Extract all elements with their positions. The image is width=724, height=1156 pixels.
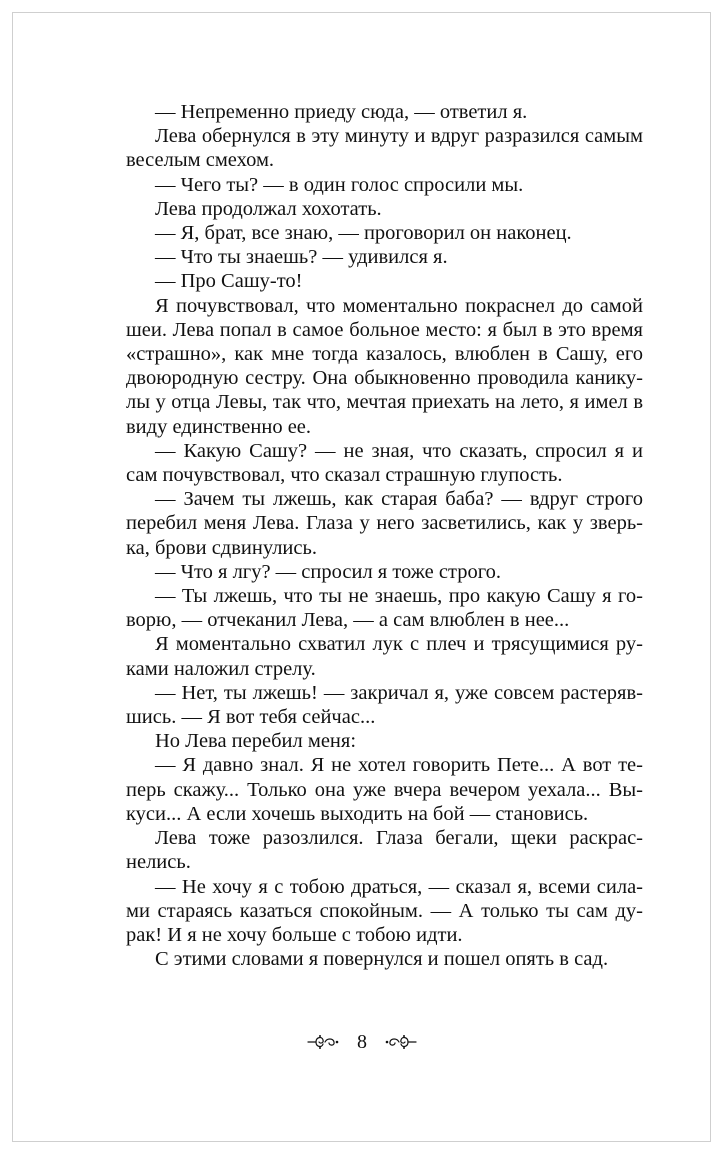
paragraph: — Какую Сашу? — не зная, что сказать, спросил я и сам почувствовал, что сказал страшную глупость. [126,439,643,487]
paragraph: Но Лева перебил меня: [155,730,357,753]
paragraph: — Чего ты? — в один голос спросили мы. [155,173,524,196]
paragraph: — Про Сашу-то! [155,270,303,293]
page-number: 8 [357,1031,367,1054]
paragraph: — Что ты знаешь? — удивился я. [155,246,448,269]
paragraph: — Я, брат, все знаю, — проговорил он наконец. [155,222,572,245]
paragraph: Я моментально схватил лук с плеч и трясущимися руками наложил стрелу. [126,633,643,680]
paragraph: С этими словами я повернулся и пошел опять в сад. [155,948,609,971]
paragraph: Лева обернулся в эту минуту и вдруг разразился самым веселым смехом. [126,125,643,172]
text-body [126,100,643,971]
paragraph: — Ты лжешь, что ты не знаешь, про какую Сашу я говорю, — отчеканил Лева, — а сам влюблен в нее... [126,585,643,632]
page-footer [0,1028,724,1055]
paragraph: — Зачем ты лжешь, как старая баба? — вдруг строго перебил меня Лева. Глаза у него засветились, как у зверька, брови сдвинулись. [126,488,643,559]
paragraph: — Что я лгу? — спросил я тоже строго. [155,560,501,583]
paragraph: — Нет, ты лжешь! — закричал я, уже совсем растерявшись. — Я вот тебя сейчас... [126,681,643,729]
right-scroll-ornament-icon [384,1033,418,1051]
paragraph: — Я давно знал. Я не хотел говорить Пете... А вот теперь скажу... Только она уже вчера вечером уехала... Выкуси... А если хочешь выходить на бой — становись. [126,754,643,825]
paragraph: Лева тоже разозлился. Глаза бегали, щеки раскраснелись. [126,827,643,874]
left-scroll-ornament-icon [306,1033,340,1051]
paragraph: — Непременно приеду сюда, — ответил я. [155,101,528,123]
paragraph: — Не хочу я с тобою драться, — сказал я, всеми силами стараясь казаться спокойным. — А только ты сам дурак! И я не хочу больше с тобою идти. [126,875,643,946]
paragraph: Я почувствовал, что моментально покраснел до самой шеи. Лева попал в самое больное место: я был в это время «страшно», как мне тогда казалось, влюблен в Сашу, его двоюродную сестру. Она обыкновенно проводила каникулы у отца Левы, так что, мечтая приехать на лето, я имел в виду единственно ее. [126,294,643,438]
paragraph: Лева продолжал хохотать. [155,197,382,220]
